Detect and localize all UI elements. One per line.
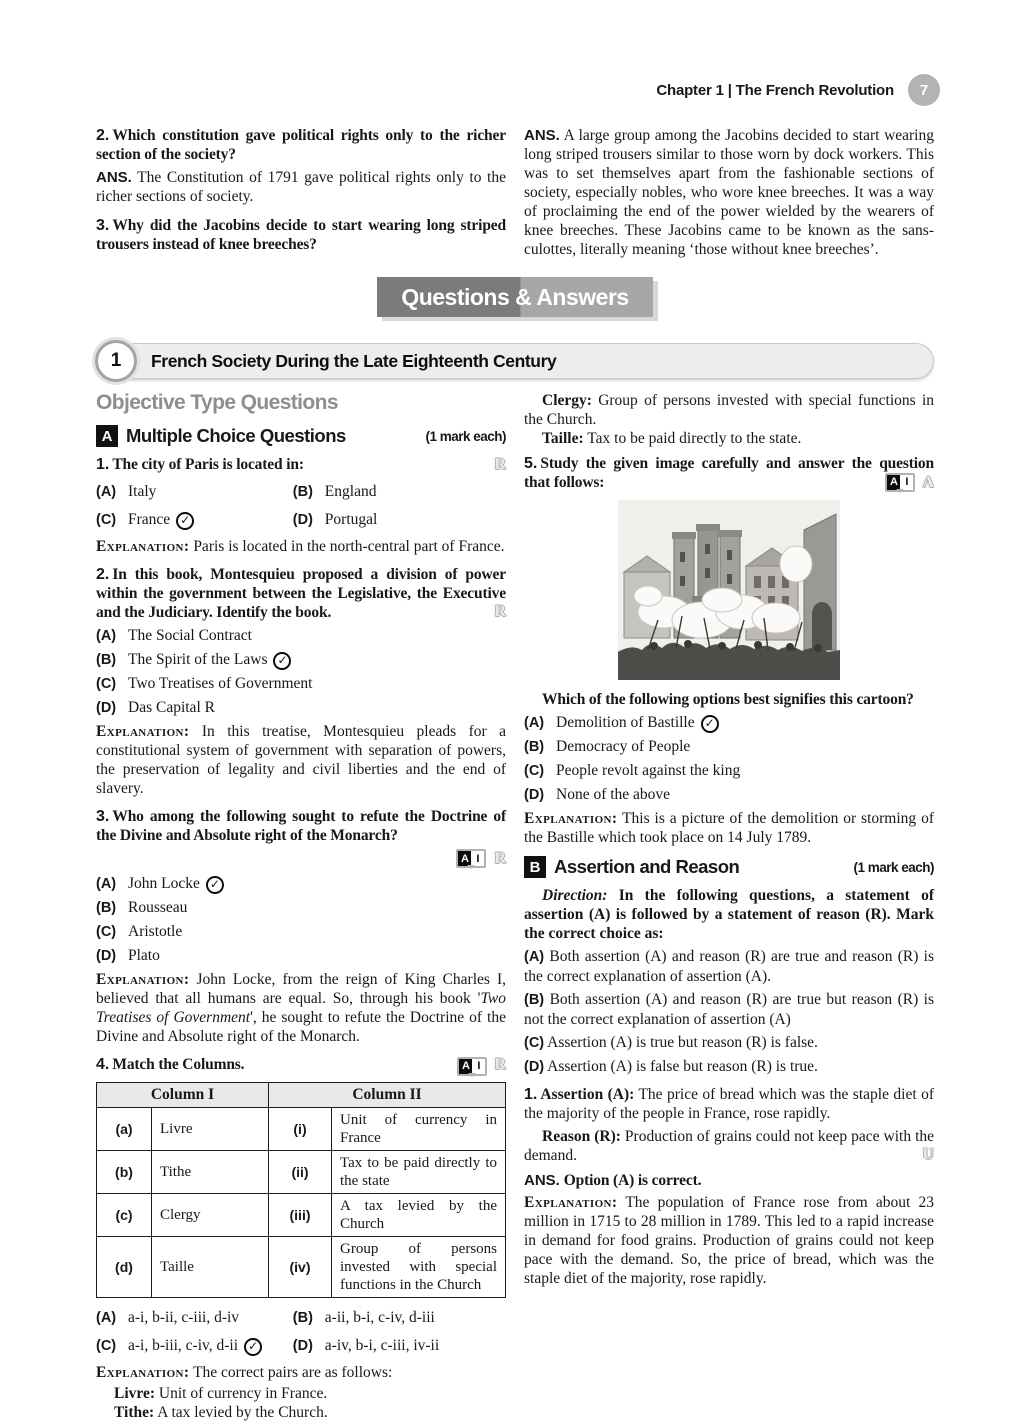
definition-clergy — [524, 391, 934, 429]
option — [293, 482, 506, 502]
mcq-q2-options — [96, 626, 506, 718]
question-number: 4. — [96, 1056, 110, 1073]
mcq-question-4 — [96, 1055, 506, 1076]
q5-subquestion — [524, 690, 934, 709]
option-label: (D) — [96, 700, 117, 716]
assertion-label: Assertion (A): — [540, 1086, 635, 1103]
mcq-question-3 — [96, 807, 506, 845]
pair-term: Tithe: — [114, 1404, 155, 1421]
answer-text: A large group among the Jacobins decided to start wearing long striped trousers similar to those worn by dock workers. This was to set themselves apart from the fashionable sections of society, especially nobles, who wore knee breeches. It was a way of proclaiming the end of the power wielded by the wearers of knee breeches. These Jacobins came to be known as the sans-culottes, literally meaning ‘those without knee breeches’. — [524, 127, 934, 258]
direction-text: In the following questions, a statement of assertion (A) is followed by a statement of reason (R). Mark the correct choice as: — [524, 887, 935, 942]
choice-text: Assertion (A) is false but reason (R) is true. — [547, 1058, 818, 1075]
definition-text: Group of persons invested with special functions in the Church. — [524, 392, 935, 428]
option — [96, 626, 506, 646]
top-left-column — [96, 126, 506, 259]
option-text: a-iv, b-i, c-iii, iv-ii — [324, 1337, 440, 1354]
ans-label: ANS. — [524, 127, 560, 144]
pair-term: Livre: — [114, 1385, 156, 1402]
option-label: (A) — [96, 484, 117, 500]
section-header — [96, 343, 934, 379]
mcq-q5-options — [524, 713, 934, 805]
ai-book-icon — [885, 473, 915, 492]
explanation-text: The correct pairs are as follows: — [193, 1364, 393, 1381]
option-label: (A) — [96, 628, 117, 644]
question-text: Who among the following sought to refute the Doctrine of the Divine and Absolute right of the Monarch? — [96, 808, 506, 844]
reason-text: Production of grains could not keep pace with the demand. — [524, 1128, 935, 1164]
choice-c — [524, 1033, 934, 1053]
row-term: Clergy — [152, 1194, 269, 1237]
page-number-badge: 7 — [908, 74, 940, 106]
section-title: French Society During the Late Eighteenth Century — [151, 350, 557, 371]
assertion-statement — [524, 1085, 934, 1123]
assertion-text: The price of bread which was the staple diet of the majority of the people in France, rose rapidly. — [524, 1086, 934, 1122]
explanation-label: Explanation: — [524, 1194, 618, 1211]
definition-taille — [524, 429, 934, 448]
question-text: Which of the following options best signifies this cartoon? — [542, 691, 914, 708]
question-text: In this book, Montesquieu proposed a division of power within the government between the Legislative, the Executive and the Judiciary. Identify the book. — [96, 566, 506, 621]
option-text: Italy — [128, 483, 157, 500]
option-text: Democracy of People — [556, 738, 691, 755]
explanation-text: In this treatise, Montesquieu pleads for a constitutional system of government with separation of powers, the preservation of legality and civil liberties and the end of slavery. — [96, 723, 507, 797]
ans-label: ANS. — [524, 1172, 560, 1189]
choice-d — [524, 1057, 934, 1077]
option — [524, 761, 934, 781]
mcq-title: Multiple Choice Questions — [126, 425, 346, 446]
answer-text: Option (A) is correct. — [563, 1172, 702, 1189]
explanation-label: Explanation: — [96, 723, 190, 740]
question-text: Which constitution gave political rights only to the richer section of the society? — [96, 127, 506, 163]
option-text: Demolition of Bastille — [556, 714, 695, 731]
banner-container — [96, 277, 934, 317]
ans-label: ANS. — [96, 169, 132, 186]
objective-type-heading: Objective Type Questions — [96, 391, 338, 414]
row-desc: Tax to be paid directly to the state — [332, 1151, 506, 1194]
question-number: 5. — [524, 455, 538, 472]
question-number: 1. — [96, 456, 110, 473]
mcq-q4-explanation — [96, 1363, 506, 1382]
option-label: (C) — [524, 1035, 545, 1051]
table-header-row — [97, 1083, 506, 1108]
option-label: (B) — [292, 484, 313, 500]
mcq-q1-explanation — [96, 537, 506, 556]
level-u-icon: U — [922, 1146, 934, 1163]
level-r-icon: R — [494, 849, 506, 867]
choice-b — [524, 990, 934, 1029]
option-label: (A) — [524, 715, 545, 731]
bastille-image — [618, 500, 840, 680]
table-row — [97, 1151, 506, 1194]
question-text: The city of Paris is located in: — [112, 456, 304, 473]
assertion-answer — [524, 1171, 934, 1190]
option-text: John Locke — [128, 875, 200, 892]
explanation-text: Paris is located in the north-central part of France. — [193, 538, 505, 555]
option-label: (B) — [96, 652, 117, 668]
question-number: 2. — [96, 566, 110, 583]
row-desc: Group of persons invested with special functions in the Church — [332, 1237, 506, 1298]
explanation-label: Explanation: — [96, 1364, 190, 1381]
option — [524, 737, 934, 757]
choice-text: Assertion (A) is true but reason (R) is false. — [547, 1034, 818, 1051]
option-text: The Social Contract — [128, 627, 252, 644]
pair-text: A tax levied by the Church. — [157, 1404, 328, 1421]
ai-badge-a: A — [887, 475, 900, 490]
option-label: (D) — [524, 1059, 545, 1075]
explanation-text: The population of France rose from about 23 million in 1715 to 28 million in 1789. This led to a rapid increase in demand for food grains. Production of grains could not keep pace with the demand. So, the price of bread, which was the staple diet of the majority, rose rapidly. — [524, 1194, 934, 1287]
option-text: None of the above — [556, 786, 671, 803]
figure-container — [524, 500, 934, 680]
ai-book-icon — [456, 849, 486, 868]
assertion-reason-title: Assertion and Reason — [554, 856, 740, 877]
mcq-q4-options — [96, 1304, 506, 1360]
question-text: Why did the Jacobins decide to start wearing long striped trousers instead of knee breeches? — [96, 217, 506, 253]
option — [96, 874, 506, 894]
question-icons — [885, 473, 934, 492]
option-label: (B) — [292, 1310, 313, 1326]
ai-badge-a: A — [459, 1059, 472, 1074]
option-label: (A) — [96, 1310, 117, 1326]
mcq-q3-options — [96, 874, 506, 966]
option-label: (A) — [524, 949, 545, 965]
option — [293, 510, 506, 530]
choice-text: Both assertion (A) and reason (R) are true and reason (R) is the correct explanation of assertion (A). — [524, 948, 935, 985]
option-label: (C) — [96, 1338, 117, 1354]
match-columns-table — [96, 1082, 506, 1298]
column-2-header: Column II — [269, 1083, 506, 1108]
option — [96, 1336, 293, 1356]
option-label: (B) — [96, 900, 117, 916]
explanation-label: Explanation: — [96, 971, 190, 988]
section-a-marker: A — [96, 425, 118, 447]
direction-label: Direction: — [542, 887, 608, 904]
option — [96, 898, 506, 918]
explanation-text-post: ', he sought to refute the Doctrine of the Divine and Absolute right of the Monarch. — [96, 1009, 506, 1045]
option — [293, 1308, 506, 1328]
option — [96, 946, 506, 966]
ai-badge-i: I — [900, 475, 913, 490]
option-text: The Spirit of the Laws — [128, 651, 268, 668]
row-term: Taille — [152, 1237, 269, 1298]
question-text: Study the given image carefully and answer the question that follows: — [524, 455, 934, 491]
option-label: (B) — [524, 992, 545, 1008]
option — [293, 1336, 506, 1356]
marks-note: (1 mark each) — [425, 428, 506, 444]
direction-paragraph — [524, 886, 934, 943]
explanation-label: Explanation: — [524, 810, 618, 827]
correct-check-icon — [176, 512, 194, 530]
reason-statement — [524, 1127, 934, 1165]
option-text: Aristotle — [128, 923, 183, 940]
section-number-badge: 1 — [95, 340, 137, 382]
top-section — [96, 126, 934, 259]
correct-check-icon — [244, 1338, 262, 1356]
row-roman: (iv) — [269, 1237, 332, 1298]
row-desc: A tax levied by the Church — [332, 1194, 506, 1237]
question-3 — [96, 216, 506, 254]
question-2 — [96, 126, 506, 164]
option — [96, 922, 506, 942]
question-number: 2. — [96, 127, 110, 144]
answer-2 — [96, 168, 506, 206]
row-roman: (iii) — [269, 1194, 332, 1237]
option — [96, 1308, 293, 1328]
ai-badge-a: A — [458, 851, 471, 866]
option-text: Two Treatises of Government — [128, 675, 313, 692]
option-label: (C) — [524, 763, 545, 779]
left-column — [96, 391, 506, 1422]
definition-term: Clergy: — [542, 392, 592, 409]
row-roman: (ii) — [269, 1151, 332, 1194]
pair-text: Unit of currency in France. — [158, 1385, 328, 1402]
mcq-header — [96, 425, 506, 447]
row-term: Livre — [152, 1108, 269, 1151]
level-r-icon: R — [494, 1056, 506, 1073]
ai-book-icon — [457, 1057, 487, 1076]
pair-livre — [96, 1384, 506, 1403]
questions-answers-banner: Questions & Answers — [377, 277, 653, 317]
question-number: 1. — [524, 1086, 538, 1103]
option — [96, 510, 293, 530]
option-text: a-i, b-iii, c-iv, d-ii — [128, 1337, 239, 1354]
option-text: Rousseau — [128, 899, 188, 916]
answer-text: The Constitution of 1791 gave political rights only to the richer sections of society. — [96, 169, 506, 205]
option — [96, 482, 293, 502]
question-number: 3. — [96, 217, 110, 234]
level-r-icon: R — [494, 603, 506, 620]
ai-badge-i: I — [472, 1059, 485, 1074]
row-term: Tithe — [152, 1151, 269, 1194]
question-text: Match the Columns. — [112, 1056, 245, 1073]
option-label: (B) — [524, 739, 545, 755]
explanation-label: Explanation: — [96, 538, 190, 555]
option-label: (D) — [292, 1338, 313, 1354]
reason-label: Reason (R): — [542, 1128, 621, 1145]
option-text: Plato — [128, 947, 160, 964]
row-desc: Unit of currency in France — [332, 1108, 506, 1151]
mcq-q3-explanation — [96, 970, 506, 1046]
mcq-question-5 — [524, 454, 934, 492]
correct-check-icon — [273, 652, 291, 670]
explanation-text-pre: John Locke, from the reign of King Charles I, believed that all humans are equal. So, through his book ' — [96, 971, 507, 1007]
row-letter: (d) — [97, 1237, 152, 1298]
option-label: (D) — [292, 512, 313, 528]
row-letter: (c) — [97, 1194, 152, 1237]
correct-check-icon — [701, 715, 719, 733]
question-icons — [96, 849, 506, 868]
option-text: a-ii, b-i, c-iv, d-iii — [324, 1309, 435, 1326]
option-text: Portugal — [324, 511, 378, 528]
option-label: (D) — [524, 787, 545, 803]
option-label: (D) — [96, 948, 117, 964]
assertion-explanation — [524, 1193, 934, 1288]
definition-term: Taille: — [542, 430, 584, 447]
mcq-question-1 — [96, 455, 506, 474]
option-label: (C) — [96, 924, 117, 940]
table-row — [97, 1194, 506, 1237]
option-text: France — [128, 511, 171, 528]
option — [96, 698, 506, 718]
option — [96, 674, 506, 694]
table-row — [97, 1108, 506, 1151]
row-letter: (a) — [97, 1108, 152, 1151]
book-title-italic: Two Treatises of Government — [96, 990, 506, 1026]
choice-text: Both assertion (A) and reason (R) are true but reason (R) is not the correct explanation of assertion (A) — [524, 991, 935, 1028]
row-letter: (b) — [97, 1151, 152, 1194]
correct-check-icon — [206, 876, 224, 894]
mcq-q1-options — [96, 478, 506, 534]
option-text: People revolt against the king — [556, 762, 741, 779]
main-section — [96, 391, 934, 1422]
table-row — [97, 1237, 506, 1298]
option-text: England — [324, 483, 377, 500]
option — [96, 650, 506, 670]
marks-note: (1 mark each) — [853, 859, 934, 875]
level-r-icon: R — [494, 456, 506, 473]
option — [524, 713, 934, 733]
top-right-column — [524, 126, 934, 259]
answer-3 — [524, 126, 934, 259]
option-text: Das Capital R — [128, 699, 215, 716]
option-label: (C) — [96, 512, 117, 528]
mcq-question-2 — [96, 565, 506, 622]
mcq-q5-explanation — [524, 809, 934, 847]
explanation-text: This is a picture of the demolition or storming of the Bastille which took place on 14 July 1789. — [524, 810, 934, 846]
ai-badge-i: I — [471, 851, 484, 866]
right-column — [524, 391, 934, 1422]
question-number: 3. — [96, 808, 110, 825]
option-text: a-i, b-ii, c-iii, d-iv — [128, 1309, 240, 1326]
option — [524, 785, 934, 805]
option-label: (A) — [96, 876, 117, 892]
choice-a — [524, 947, 934, 986]
mcq-q2-explanation — [96, 722, 506, 798]
assertion-reason-header — [524, 856, 934, 878]
level-a-icon: A — [922, 474, 934, 491]
section-b-marker: B — [524, 856, 546, 878]
row-roman: (i) — [269, 1108, 332, 1151]
page-header — [96, 74, 934, 106]
option-label: (C) — [96, 676, 117, 692]
column-1-header: Column I — [97, 1083, 269, 1108]
pair-tithe — [96, 1403, 506, 1422]
definition-text: Tax to be paid directly to the state. — [587, 430, 802, 447]
chapter-title: Chapter 1 | The French Revolution — [656, 81, 894, 99]
